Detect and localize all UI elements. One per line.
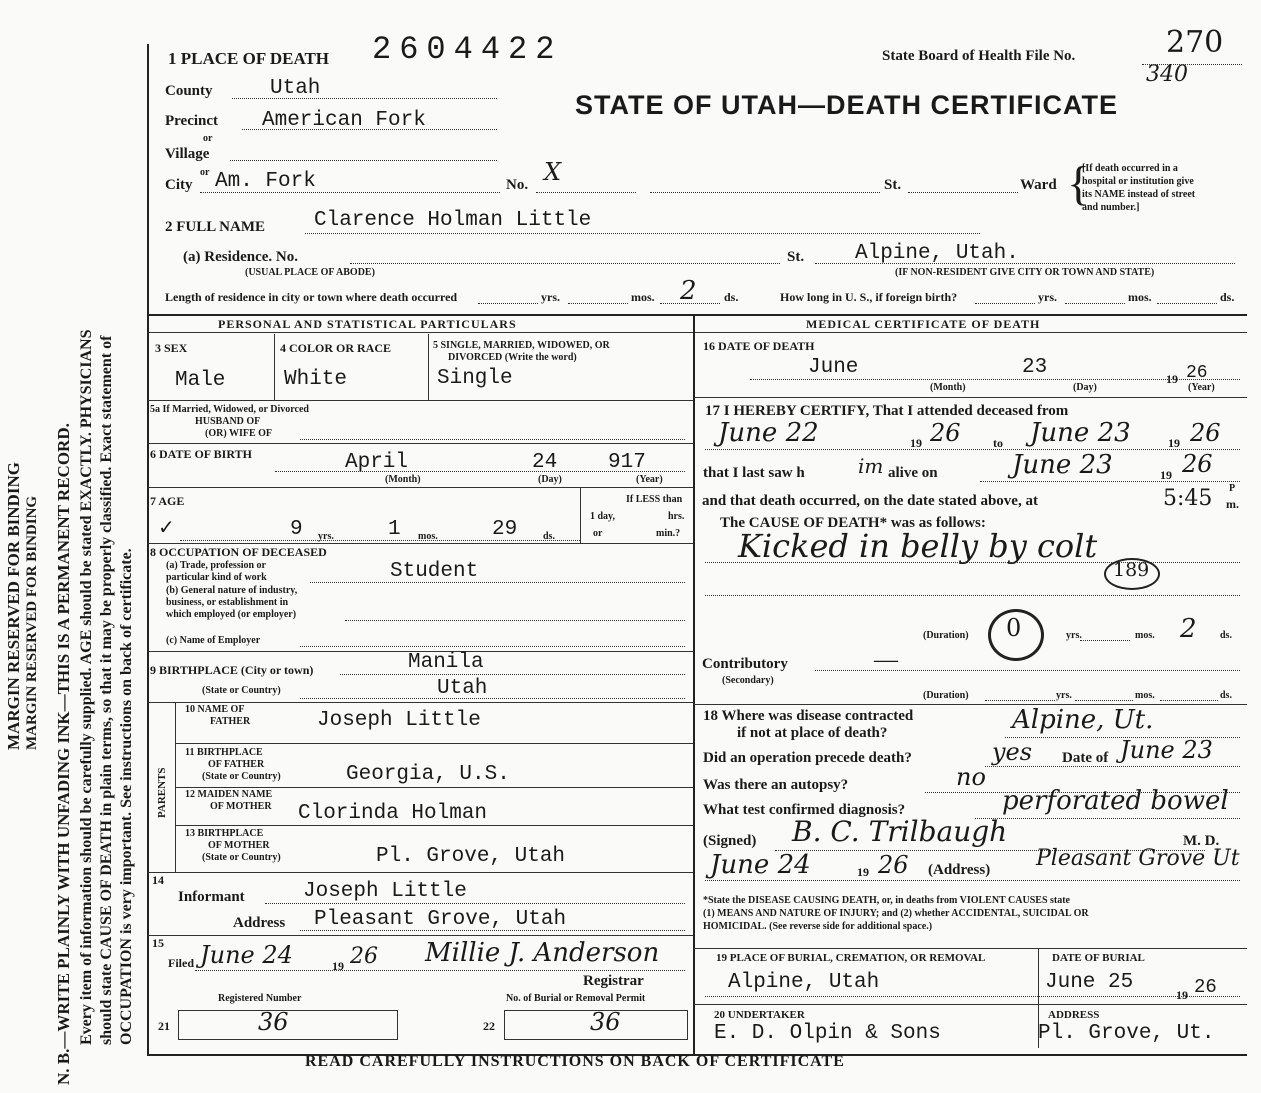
birthplace-city: Manila [408, 651, 484, 674]
operation-value: yes [992, 738, 1033, 766]
attended-from-century: 19 [910, 436, 922, 450]
precinct-value: American Fork [262, 109, 426, 132]
county-label: County [165, 83, 213, 99]
certify-text: 17 I HEREBY CERTIFY, That I attended deceased from [705, 403, 1069, 419]
informant-name: Joseph Little [303, 880, 467, 903]
attended-to-year: 26 [1190, 419, 1221, 447]
marital-label-1: 5 SINGLE, MARRIED, WIDOWED, OR [433, 340, 610, 351]
length-ds-label: ds. [724, 290, 739, 304]
margin-instruction-2: should state CAUSE OF DEATH in plain terms, so that it may be properly classified. Exact statement of [98, 335, 115, 1045]
certificate-title: STATE OF UTAH—DEATH CERTIFICATE [575, 90, 1118, 120]
to-label: to [993, 436, 1003, 450]
mother-name: Clorinda Holman [298, 802, 488, 825]
parents-label: PARENTS [156, 767, 168, 818]
no-value: X [544, 158, 562, 186]
dob-label: 6 DATE OF BIRTH [150, 447, 252, 461]
father-label-1: 10 NAME OF [185, 704, 245, 715]
us-mos-label: mos. [1128, 290, 1152, 304]
duration-2-ds-label: ds. [1220, 690, 1232, 701]
file-number-label: State Board of Health File No. [882, 48, 1076, 64]
operation-date-label: Date of [1062, 750, 1109, 766]
operation-date: June 23 [1120, 736, 1213, 764]
occupation-b2: business, or establishment in [166, 597, 289, 608]
mother-label-2: OF MOTHER [210, 801, 272, 812]
md-label: M. D. [1183, 833, 1220, 849]
medical-header: MEDICAL CERTIFICATE OF DEATH [806, 317, 1041, 331]
us-yrs-label: yrs. [1038, 290, 1057, 304]
last-saw-text: that I last saw h [703, 465, 805, 481]
mother-birthplace: Pl. Grove, Utah [376, 845, 566, 868]
age-label: 7 AGE [150, 494, 185, 508]
mother-label-1: 12 MAIDEN NAME [185, 789, 273, 800]
spouse-label-3: (OR) WIFE OF [205, 428, 273, 439]
city-label: City [165, 177, 193, 193]
length-mos-label: mos. [631, 290, 655, 304]
nonresident-label: (IF NON-RESIDENT GIVE CITY OR TOWN AND STATE) [895, 267, 1155, 278]
full-name-value: Clarence Holman Little [314, 209, 592, 232]
race-label: 4 COLOR OR RACE [280, 341, 392, 355]
one-day-label: 1 day, [590, 511, 616, 522]
contracted-place: Alpine, Ut. [1012, 705, 1154, 735]
signed-date: June 24 [710, 850, 811, 880]
duration-2-yrs-label: yrs. [1056, 690, 1072, 701]
secondary-label: (Secondary) [722, 675, 774, 686]
margin-instruction-3: OCCUPATION is very important. See instructions on back of certificate. [118, 548, 135, 1045]
residence-label: (a) Residence. No. [183, 249, 298, 265]
registered-number-label: Registered Number [218, 993, 302, 1004]
death-certificate: MARGIN RESERVED FOR BINDING MARGIN RESERVED FOR BINDING N. B.—WRITE PLAINLY WITH UNFADING INK—THIS IS A PERMANENT RECORD. Every item of information should be carefully supplied. AGE should be stated EXACTLY. PHYSICIANS should state CAUSE OF DEATH in plain terms, so that it may be properly classified. Exact statement of OCCUPATION is very important. See instructions on back of certificate. 1 PLACE OF DEATH 2604422 State Board of Health File No. 270 340 STATE OF UTAH—DEATH CERTIFICATE County Utah Precinct American Fork or Village or City Am. Fork No. X St. Ward { [If death occurred in a hospital or institution give its NAME instead of street and number.] 2 FULL NAME Clarence Holman Little (a) Residence. No. (USUAL PLACE OF ABODE) St. Alpine, Utah. (IF NON-RESIDENT GIVE CITY OR TOWN AND STATE) Length of residence in city or town where death occurred yrs. mos. 2 ds. How long in U. S., if foreign birth? yrs. mos. ds. PERSONAL AND STATISTICAL PARTICULARS 3 SEX Male 4 COLOR OR RACE White 5 SINGLE, MARRIED, WIDOWED, OR DIVORCED (Write the word) Single 5a If Married, Widowed, or Divorced HUSBAND OF (OR) WIFE OF 6 DATE OF BIRTH April 24 917 (Month) (Day) (Year) 7 AGE ✓ 9 yrs. 1 mos. 29 ds. If LESS than 1 day, hrs. or min.? 8 OCCUPATION OF DECEASED (a) Trade, profession or particular kind of work Student (b) General nature of industry, business, or establishment in which employed (or employer) (c) Name of Employer 9 BIRTHPLACE (City or town) Manila (State or Country) Utah PARENTS 10 NAME OF FATHER Joseph Little 11 BIRTHPLACE OF FATHER (State or Country) Georgia, U.S. 12 MAIDEN NAME OF MOTHER Clorinda Holman 13 BIRTHPLACE OF MOTHER (State or Country) Pl. Grove, Utah 14 Informant Joseph Little Address Pleasant Grove, Utah 15 Filed June 24 19 26 Millie J. Anderson Registrar Registered Number No. of Burial or Removal Permit 21 36 22 36 MEDICAL CERTIFICATE OF DEATH 16 DATE OF DEATH June 23 19 26 (Month) (Day) (Year) 17 I HEREBY CERTIFY, That I attended deceased from June 22 19 26 to June 23 19 26 that I last saw h im alive on June 23 19 26 and that death occurred, on the date stated above, at 5:45 P m. The CAUSE OF DEATH* was as follows: Kicked in belly by colt 189 (Duration) 0 yrs. mos. 2 ds. Contributory (Secondary) — (Duration) yrs. mos. ds. 18 Where was disease contracted if not at place of death? Alpine, Ut. Did an operation precede death? yes Date of June 23 Was there an autopsy? no What test confirmed diagnosis? perforated bowel (Signed) B. C. Trilbaugh M. D. June 24 19 26 (Address) Pleasant Grove Ut *State the DISEASE CAUSING DEATH, or, in deaths from VIOLENT CAUSES state (1) MEANS AND NATURE OF INJURY; and (2) whether ACCIDENTAL, SUICIDAL OR HOMICIDAL. (See reverse side for additional space.) 19 PLACE OF BURIAL, CREMATION, OR REMOVAL Alpine, Utah DATE OF BURIAL June 25 19 26 20 UNDERTAKER E. D. Olpin & Sons ADDRESS Pl. Grove, Ut. READ CAREFULLY INSTRUCTIONS ON BACK OF CERTIFICATE [0, 0, 1261, 1093]
ward-label: Ward [1020, 177, 1057, 193]
dob-day-label: (Day) [538, 474, 562, 485]
contributory-label: Contributory [702, 656, 788, 672]
place-of-death-label: 1 PLACE OF DEATH [168, 49, 330, 68]
signed-year: 26 [878, 851, 909, 879]
file-number: 270 [1166, 25, 1224, 60]
burial-place-label: 19 PLACE OF BURIAL, CREMATION, OR REMOVAL [716, 952, 986, 964]
race-value: White [284, 368, 348, 391]
undertaker-address: Pl. Grove, Ut. [1038, 1022, 1215, 1045]
autopsy-label: Was there an autopsy? [703, 777, 849, 793]
item-21-label: 21 [158, 1019, 170, 1033]
death-time-p: P [1229, 483, 1236, 494]
cause-code: 189 [1113, 559, 1150, 581]
father-birthplace: Georgia, U.S. [346, 763, 510, 786]
employer-label: (c) Name of Employer [166, 635, 261, 646]
father-bp-label-3: (State or Country) [202, 771, 281, 782]
occupation-label: 8 OCCUPATION OF DECEASED [150, 545, 327, 559]
father-bp-label-2: OF FATHER [208, 759, 265, 770]
signed-century: 19 [857, 865, 869, 879]
last-saw-pronoun: im [858, 454, 884, 478]
duration-label: (Duration) [923, 630, 969, 641]
cause-label: The CAUSE OF DEATH* was as follows: [720, 515, 986, 531]
dod-month-label: (Month) [930, 382, 966, 393]
contracted-label-1: 18 Where was disease contracted [703, 708, 914, 724]
marital-label-2: DIVORCED (Write the word) [448, 352, 577, 363]
us-ds-label: ds. [1220, 290, 1235, 304]
occupation-b3: which employed (or employer) [166, 609, 297, 620]
physician-signature: B. C. Trilbaugh [792, 815, 1008, 848]
filed-year: 26 [350, 944, 378, 969]
length-days-value: 2 [680, 276, 697, 306]
dob-day: 24 [532, 451, 558, 474]
or-label-2: or [200, 167, 210, 178]
physician-address-label: (Address) [928, 862, 991, 878]
sex-value: Male [175, 369, 226, 392]
spouse-label-1: 5a If Married, Widowed, or Divorced [150, 404, 309, 415]
precinct-label: Precinct [165, 113, 219, 129]
father-name: Joseph Little [317, 709, 481, 732]
note-line-2: (1) MEANS AND NATURE OF INJURY; and (2) whether ACCIDENTAL, SUICIDAL OR [703, 908, 1089, 919]
age-mos-label: mos. [418, 531, 438, 542]
hospital-note-4: and number.] [1082, 202, 1140, 213]
birthplace-state: Utah [437, 677, 488, 700]
test-value: perforated bowel [1002, 786, 1229, 816]
age-years: 9 [290, 518, 303, 541]
note-line-1: *State the DISEASE CAUSING DEATH, or, in deaths from VIOLENT CAUSES state [703, 895, 1070, 906]
duration-2-label: (Duration) [923, 690, 969, 701]
dob-month-label: (Month) [385, 474, 421, 485]
burial-date-label: DATE OF BURIAL [1052, 952, 1145, 964]
undertaker-address-label: ADDRESS [1048, 1009, 1100, 1021]
less-than-label: If LESS than [626, 494, 683, 505]
informant-address-label: Address [233, 915, 286, 931]
item-22-label: 22 [483, 1019, 495, 1033]
full-name-label: 2 FULL NAME [165, 219, 266, 235]
birthplace-label: 9 BIRTHPLACE (City or town) [150, 663, 314, 677]
duration-ds-label: ds. [1220, 630, 1232, 641]
birthplace-state-label: (State or Country) [202, 685, 281, 696]
dod-year: 26 [1186, 363, 1208, 383]
residence-value: Alpine, Utah. [855, 242, 1019, 265]
death-time-m: m. [1226, 497, 1239, 511]
age-check: ✓ [158, 517, 175, 539]
dob-year-label: (Year) [636, 474, 663, 485]
dod-day: 23 [1022, 356, 1048, 379]
undertaker-label: 20 UNDERTAKER [714, 1009, 805, 1021]
informant-address: Pleasant Grove, Utah [314, 908, 567, 931]
death-time: 5:45 [1163, 486, 1213, 511]
or-label-1: or [203, 133, 213, 144]
hospital-note-1: [If death occurred in a [1082, 163, 1178, 174]
dod-month: June [808, 356, 859, 379]
contracted-label-2: if not at place of death? [737, 725, 888, 741]
last-saw-date: June 23 [1012, 450, 1113, 480]
or-label-3: or [593, 528, 603, 539]
spouse-label-2: HUSBAND OF [195, 416, 261, 427]
age-months: 1 [388, 518, 401, 541]
cause-of-death: Kicked in belly by colt [738, 527, 1098, 565]
residence-st-label: St. [787, 249, 805, 265]
registered-number: 36 [258, 1008, 289, 1036]
test-label: What test confirmed diagnosis? [703, 802, 906, 818]
burial-permit-label: No. of Burial or Removal Permit [506, 993, 646, 1004]
dob-year: 917 [608, 451, 646, 474]
hrs-label: hrs. [668, 511, 685, 522]
age-yrs-label: yrs. [318, 531, 334, 542]
burial-place: Alpine, Utah [728, 971, 880, 994]
age-ds-label: ds. [543, 531, 555, 542]
margin-nb-note: N. B.—WRITE PLAINLY WITH UNFADING INK—THIS IS A PERMANENT RECORD. [54, 423, 73, 1085]
no-label: No. [506, 177, 529, 193]
informant-label: Informant [178, 889, 245, 905]
occupation-a2: particular kind of work [166, 572, 267, 583]
duration-mos-label: mos. [1135, 630, 1155, 641]
dod-label: 16 DATE OF DEATH [703, 339, 815, 353]
file-number-2: 340 [1146, 62, 1188, 87]
note-line-3: HOMICIDAL. (See reverse side for additional space.) [703, 921, 933, 932]
dob-month: April [345, 451, 409, 474]
hospital-note-2: hospital or institution give [1082, 176, 1194, 187]
st-label: St. [884, 177, 902, 193]
burial-century: 19 [1176, 988, 1188, 1002]
footer-instructions: READ CAREFULLY INSTRUCTIONS ON BACK OF CERTIFICATE [305, 1053, 845, 1070]
duration-2-mos-label: mos. [1135, 690, 1155, 701]
mother-bp-label-2: OF MOTHER [208, 840, 270, 851]
filed-label: Filed [168, 956, 194, 970]
sex-label: 3 SEX [155, 341, 188, 355]
marital-value: Single [437, 367, 513, 390]
attended-to-century: 19 [1168, 436, 1180, 450]
alive-on-label: alive on [888, 465, 938, 481]
physician-address: Pleasant Grove Ut [1036, 846, 1240, 871]
margin-binding-2: MARGIN RESERVED FOR BINDING [24, 495, 40, 750]
contributory-value: — [874, 647, 898, 673]
item-15-label: 15 [152, 936, 164, 950]
length-yrs-label: yrs. [541, 290, 560, 304]
occupation-b1: (b) General nature of industry, [166, 585, 298, 596]
registrar-signature: Millie J. Anderson [425, 938, 660, 968]
duration-days: 2 [1180, 614, 1197, 644]
death-occurred-text: and that death occurred, on the date stated above, at [702, 493, 1038, 509]
mother-bp-label-1: 13 BIRTHPLACE [185, 828, 264, 839]
hospital-note-3: its NAME instead of street [1082, 189, 1196, 200]
burial-year: 26 [1194, 976, 1217, 998]
village-label: Village [165, 146, 210, 162]
signed-label: (Signed) [703, 833, 757, 849]
personal-header: PERSONAL AND STATISTICAL PARTICULARS [218, 317, 517, 331]
min-label: min.? [656, 528, 681, 539]
county-value: Utah [270, 77, 321, 100]
undertaker-name: E. D. Olpin & Sons [714, 1022, 941, 1045]
burial-date: June 25 [1045, 971, 1134, 994]
attended-from-year: 26 [930, 419, 961, 447]
father-bp-label-1: 11 BIRTHPLACE [185, 747, 263, 758]
registrar-label: Registrar [583, 973, 644, 989]
age-days: 29 [492, 518, 518, 541]
operation-label: Did an operation precede death? [703, 750, 912, 766]
occupation-a1: (a) Trade, profession or [166, 560, 266, 571]
last-saw-year: 26 [1182, 450, 1213, 478]
item-14-label: 14 [152, 873, 164, 887]
filed-century: 19 [332, 959, 344, 973]
duration-years: 0 [1006, 614, 1022, 642]
dod-day-label: (Day) [1073, 382, 1097, 393]
father-label-2: FATHER [210, 716, 251, 727]
margin-binding-1: MARGIN RESERVED FOR BINDING [4, 462, 23, 750]
us-length-label: How long in U. S., if foreign birth? [780, 290, 958, 304]
stamp-number: 2604422 [372, 31, 563, 68]
margin-instruction-1: Every item of information should be carefully supplied. AGE should be stated EXACTLY. PHYSICIANS [78, 329, 95, 1045]
dod-century: 19 [1166, 372, 1178, 386]
filed-date: June 24 [200, 941, 293, 969]
dod-year-label: (Year) [1188, 382, 1215, 393]
mother-bp-label-3: (State or Country) [202, 852, 281, 863]
autopsy-value: no [956, 763, 986, 791]
occupation-value: Student [390, 560, 479, 583]
length-residence-label: Length of residence in city or town where death occurred [165, 290, 458, 304]
abode-label: (USUAL PLACE OF ABODE) [245, 267, 375, 278]
attended-from-date: June 22 [718, 418, 819, 448]
burial-permit-number: 36 [590, 1008, 621, 1036]
last-saw-century: 19 [1160, 468, 1172, 482]
duration-yrs-label: yrs. [1066, 630, 1082, 641]
attended-to-date: June 23 [1030, 418, 1131, 448]
city-value: Am. Fork [215, 170, 316, 193]
